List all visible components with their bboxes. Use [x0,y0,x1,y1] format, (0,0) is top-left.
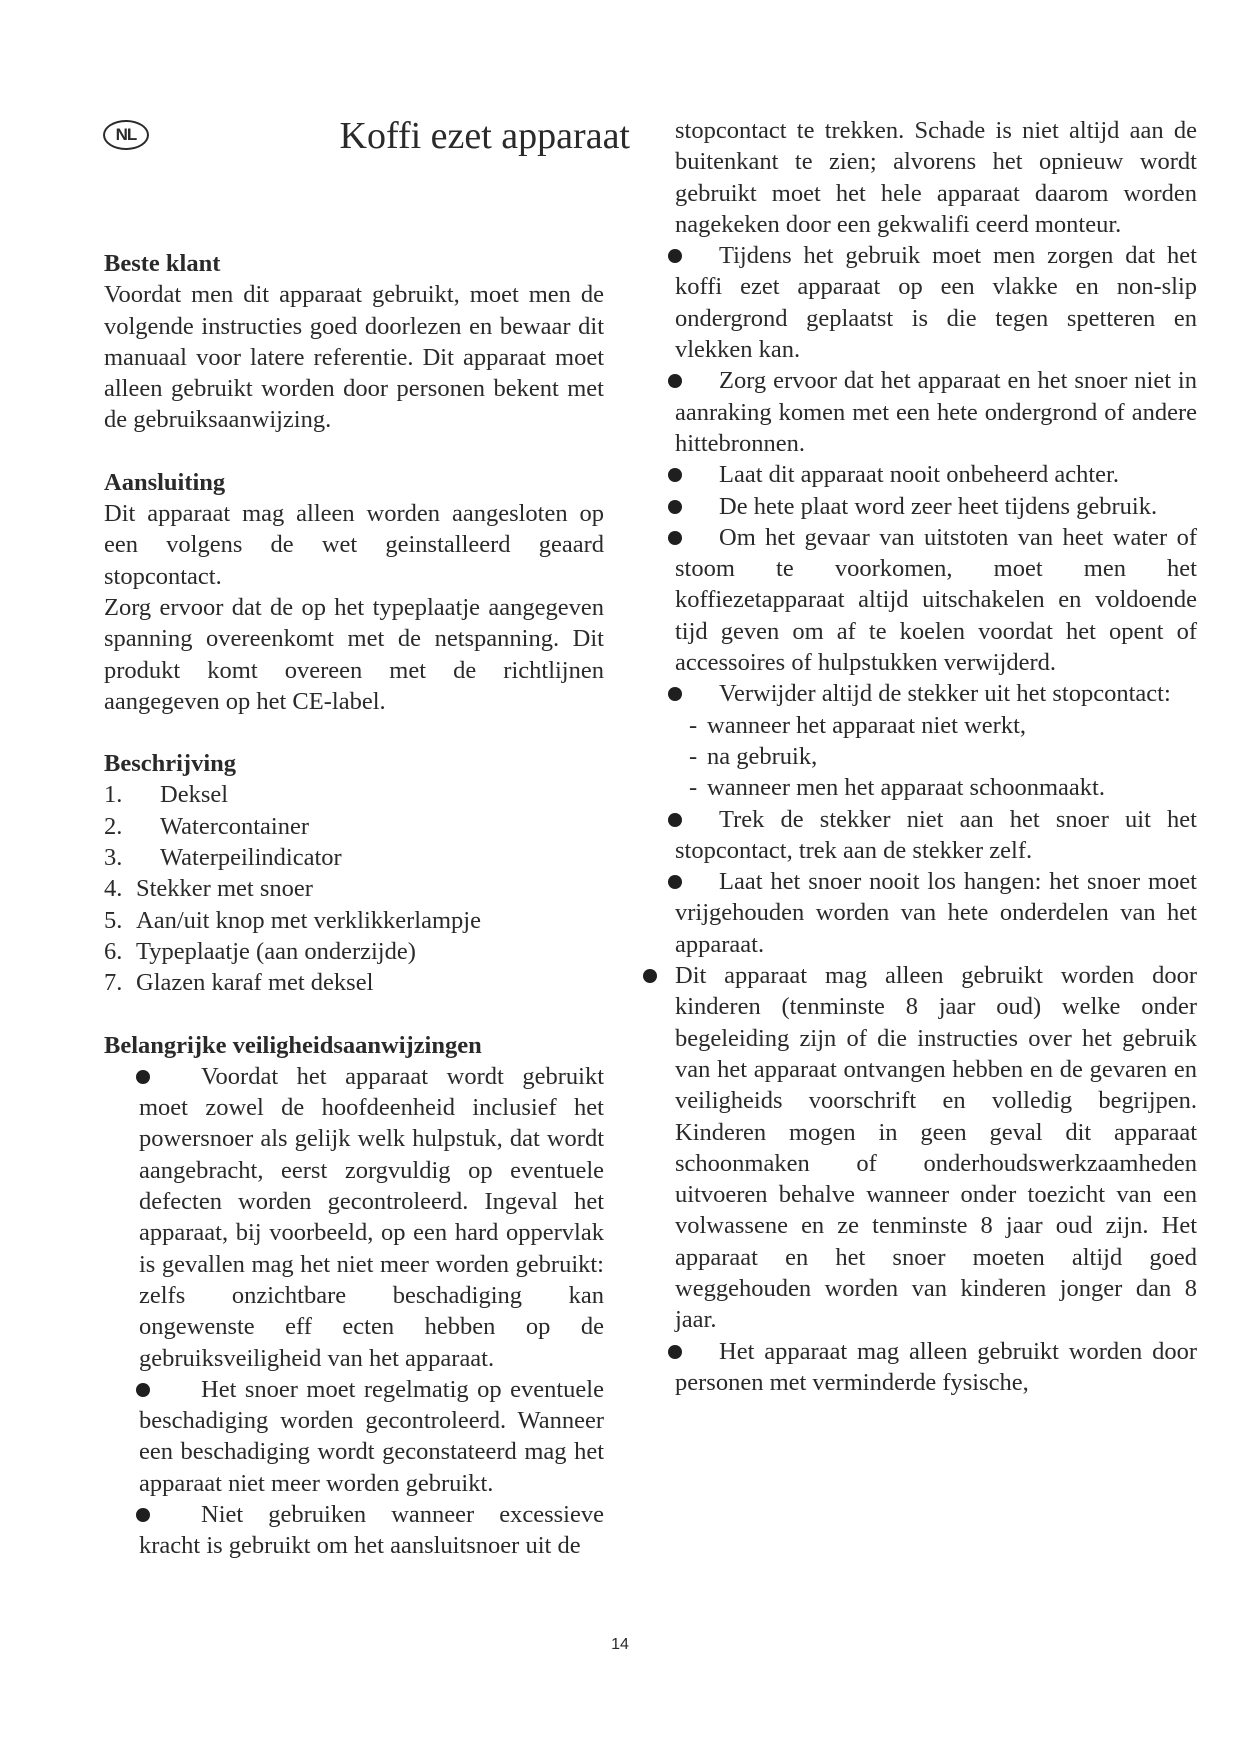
bullet-icon [668,687,682,701]
bullet-icon [136,1383,150,1397]
parts-list-item: 1. Deksel [104,781,229,809]
bullet-icon [668,813,682,827]
left-column [104,248,604,1562]
parts-list-item: 7. Glazen karaf met deksel [104,969,374,997]
sublist-item: - wanneer men het apparaat schoonmaakt. [689,772,1197,803]
bullet-icon [668,875,682,889]
parts-list-item: 5. Aan/uit knop met verklikkerlampje [104,906,481,934]
connection-heading: Aansluiting [104,468,226,496]
page-number: 14 [611,1636,629,1653]
right-column [675,115,1197,1398]
parts-list [104,779,604,998]
safety-list [104,1061,604,1562]
sublist-item: - wanneer het apparaat niet werkt, [689,710,1197,741]
bullet-icon [668,468,682,482]
continuation-text: stopcontact te trekken. Schade is niet altijd aan de buitenkant te zien; alvorens het opnieuw wordt gebruikt moet het hele apparaat daarom worden nagekeken door een gekwalifi ceerd monteur. [675,117,1197,238]
safety-item: Om het gevaar van uitstoten van heet water of stoom te voorkomen, moet men het koffiezetapparaat altijd uitschakelen en voldoende tijd geven om af te koelen voordat het opent of accessoires of hulpstukken verwijderd. [675,522,1197,678]
intro-heading: Beste klant [104,250,221,277]
safety-item-unplug: Verwijder altijd de stekker uit het stopcontact: - wanneer het apparaat niet werkt, - na gebruik, - wanneer men het apparaat schoonmaakt. [675,678,1197,803]
bullet-icon [136,1070,150,1084]
language-badge: NL [103,120,149,150]
bullet-icon [643,969,657,983]
sublist-item: - na gebruik, [689,741,1197,772]
intro-section [104,248,604,436]
connection-text-2: Zorg ervoor dat de op het typeplaatje aangegeven spanning overeenkomt met de netspanning. Dit produkt komt overeen met de richtlijnen aangegeven op het CE-label. [104,593,604,715]
safety-item: Voordat het apparaat wordt gebruikt moet zowel de hoofdeenheid inclusief het powersnoer als gelijk welk hulpstuk, dat wordt aangebracht, eerst zorgvuldig op eventuele defecten worden gecontroleerd. Ingeval het apparaat, bij voorbeeld, op een hard oppervlak is gevallen mag het niet meer worden gebruikt: zelfs onzichtbare beschadiging kan ongewenste eff ecten hebben op de gebruiksveiligheid van het apparaat. [139,1061,604,1374]
connection-text-1: Dit apparaat mag alleen worden aangesloten op een volgens de wet geinstalleerd geaard stopcontact. [104,500,604,590]
connection-section [104,467,604,717]
safety-item: Laat dit apparaat nooit onbeheerd achter. [675,459,1197,490]
unplug-sublist [675,710,1197,804]
safety-item: Het snoer moet regelmatig op eventuele beschadiging worden gecontroleerd. Wanneer een beschadiging wordt geconstateerd mag het apparaat niet meer worden gebruikt. [139,1374,604,1499]
safety-item: Zorg ervoor dat het apparaat en het snoer niet in aanraking komen met een hete ondergrond of andere hittebronnen. [675,365,1197,459]
parts-list-item: 4. Stekker met snoer [104,875,313,903]
parts-list-item: 3. Waterpeilindicator [104,844,342,872]
parts-list-item: 6. Typeplaatje (aan onderzijde) [104,937,416,965]
parts-list-item: 2. Watercontainer [104,812,310,840]
safety-item: Laat het snoer nooit los hangen: het snoer moet vrijgehouden worden van hete onderdelen van het apparaat. [675,866,1197,960]
safety-item-children: Dit apparaat mag alleen gebruikt worden door kinderen (tenminste 8 jaar oud) welke onder begeleiding zijn of die instructies over het gebruik van het apparaat ontvangen hebben en de gevaren en veiligheids voorschrift en volledig begrijpen. Kinderen mogen in geen geval dit apparaat schoonmaken of onderhoudswerkzaamheden uitvoeren behalve wanneer onder toezicht van een volwassene en ze tenminste 8 jaar oud zijn. Het apparaat en het snoer moeten altijd goed weggehouden worden van kinderen jonger dan 8 jaar. [675,960,1197,1336]
bullet-icon [668,500,682,514]
safety-item: De hete plaat word zeer heet tijdens gebruik. [675,491,1197,522]
safety-item: Trek de stekker niet aan het snoer uit het stopcontact, trek aan de stekker zelf. [675,804,1197,867]
description-heading: Beschrijving [104,750,237,778]
safety-list-continued [675,240,1197,1398]
page-title: Koffi ezet apparaat [339,115,630,157]
bullet-icon [668,249,682,263]
intro-text: Voordat men dit apparaat gebruikt, moet men de volgende instructies goed doorlezen en bewaar dit manuaal voor latere referentie. Dit apparaat moet alleen gebruikt worden door personen bekent met de gebruiksaanwijzing. [104,281,604,434]
safety-heading: Belangrijke veiligheidsaanwijzingen [104,1031,482,1059]
safety-item: Tijdens het gebruik moet men zorgen dat het koffi ezet apparaat op een vlakke en non-slip ondergrond geplaatst is die tegen spetteren en vlekken kan. [675,240,1197,365]
bullet-icon [668,531,682,545]
bullet-icon [136,1508,150,1522]
safety-section [104,1030,604,1562]
bullet-icon [668,1345,682,1359]
safety-item: Het apparaat mag alleen gebruikt worden door personen met verminderde fysische, [675,1336,1197,1399]
safety-item: Niet gebruiken wanneer excessieve kracht is gebruikt om het aansluitsnoer uit de [139,1499,604,1562]
bullet-icon [668,374,682,388]
description-section [104,748,604,998]
